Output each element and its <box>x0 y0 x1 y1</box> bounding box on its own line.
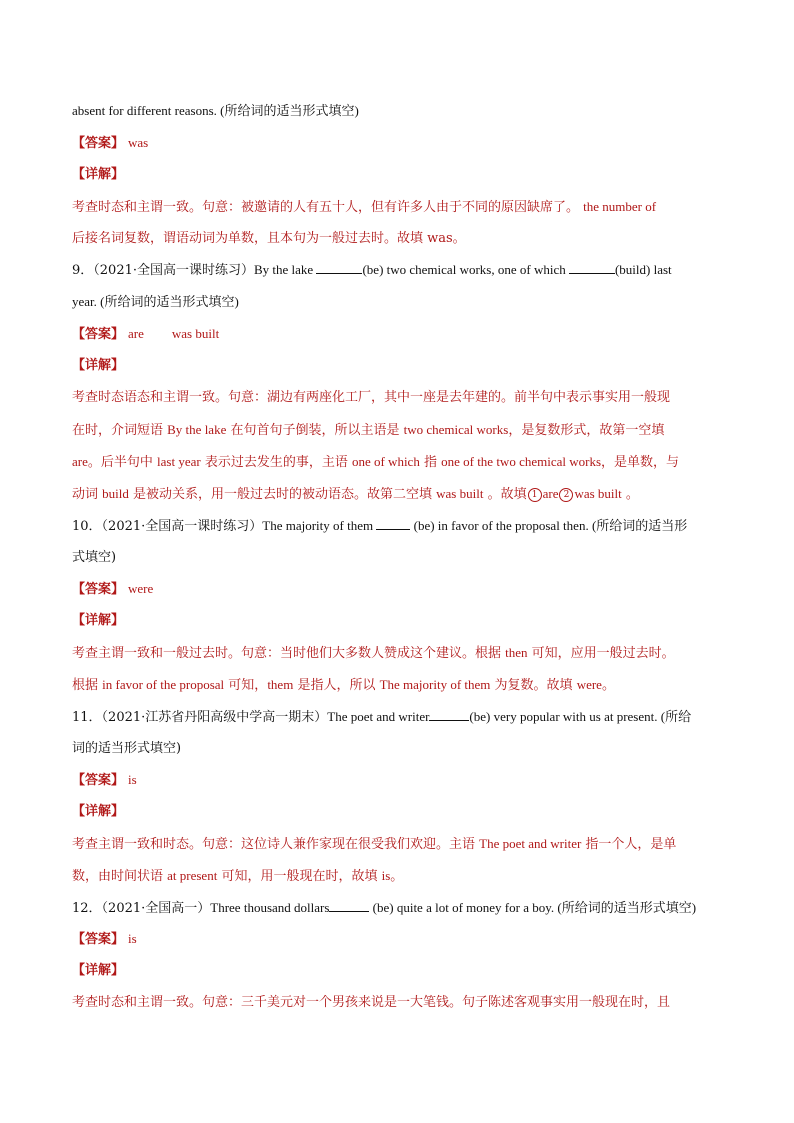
answer-value: was <box>128 135 149 150</box>
explanation-line: 数，由时间状语 at present 可知，用一般现在时，故填 is。 <box>72 868 404 884</box>
explanation-line: 考查时态和主谓一致。句意：被邀请的人有五十人，但有许多人由于不同的原因缺席了。 the number of <box>72 199 657 215</box>
answer-value: was built <box>171 326 220 341</box>
explanation-line: 考查主谓一致和一般过去时。句意：当时他们大多数人赞成这个建议。根据 then 可知，应用一般过去时。 <box>72 645 675 661</box>
detail-label: 【详解】 <box>72 167 125 182</box>
question-number: 10． <box>72 519 102 534</box>
answer-label: 【答案】 <box>72 582 125 597</box>
detail-label: 【详解】 <box>72 358 125 373</box>
explanation-line: are。后半句中 last year 表示过去发生的事，主语 one of which 指 one of the two chemical works，是单数，与 <box>72 454 680 470</box>
detail-label: 【详解】 <box>72 963 125 978</box>
blank <box>376 517 410 530</box>
circled-number: 2 <box>559 488 573 502</box>
explanation-line: 根据 in favor of the proposal 可知，them 是指人，所以 The majority of them 为复数。故填 were。 <box>72 677 615 693</box>
answer-value: is <box>128 772 137 787</box>
question-source: （2021·江苏省丹阳高级中学高一期末） <box>101 710 328 725</box>
question-number: 11． <box>72 710 102 725</box>
answer-row <box>72 929 722 950</box>
question-source: （2021·全国高一） <box>101 901 211 916</box>
blank <box>329 899 369 912</box>
question-source: （2021·全国高一课时练习） <box>101 519 263 534</box>
answer-row <box>72 770 722 791</box>
question-number: 12． <box>72 901 102 916</box>
answer-row <box>72 324 722 345</box>
explanation-line: 考查时态语态和主谓一致。句意：湖边有两座化工厂，其中一座是去年建的。前半句中表示事实用一般现 <box>72 390 671 405</box>
detail-label: 【详解】 <box>72 804 125 819</box>
blank <box>316 261 362 274</box>
question-12: 12．（2021·全国高一）Three thousand dollars (be) quite a lot of money for a boy. (所给词的适当形式填空) <box>72 900 697 916</box>
answer-row <box>72 133 722 154</box>
question-number: 9． <box>72 263 94 278</box>
question-10-cont: 式填空) <box>72 550 117 565</box>
question-11-cont: 词的适当形式填空) <box>72 741 182 756</box>
circled-number: 1 <box>528 488 542 502</box>
blank <box>569 261 615 274</box>
explanation-line: 考查时态和主谓一致。句意：三千美元对一个男孩来说是一大笔钱。句子陈述客观事实用一般现在时，且 <box>72 995 671 1010</box>
answer-label: 【答案】 <box>72 932 125 947</box>
explanation-line: 动词 build 是被动关系，用一般过去时的被动语态。故第二空填 was built 。故填 1 are 2 was built 。 <box>72 486 639 502</box>
question-9: 9．（2021·全国高一课时练习）By the lake (be) two chemical works, one of which (build) last <box>72 262 672 278</box>
answer-label: 【答案】 <box>72 327 125 342</box>
question-11: 11．（2021·江苏省丹阳高级中学高一期末）The poet and writer (be) very popular with us at present. (所给 <box>72 709 692 725</box>
answer-label: 【答案】 <box>72 773 125 788</box>
question-9-cont: year. (所给词的适当形式填空) <box>72 294 239 309</box>
blank <box>429 708 469 721</box>
question-source: （2021·全国高一课时练习） <box>93 263 254 278</box>
question-10: 10．（2021·全国高一课时练习）The majority of them (be) in favor of the proposal then. (所给词的适当形 <box>72 518 688 534</box>
answer-row <box>72 579 722 600</box>
question-continuation: absent for different reasons. (所给词的适当形式填空) <box>72 103 359 118</box>
explanation-line: 后接名词复数，谓语动词为单数，且本句为一般过去时。故填 was。 <box>72 231 466 246</box>
answer-value: were <box>128 581 154 596</box>
detail-label: 【详解】 <box>72 613 125 628</box>
answer-value: are <box>128 326 144 341</box>
answer-label: 【答案】 <box>72 136 125 151</box>
answer-value: is <box>128 931 137 946</box>
explanation-line: 在时，介词短语 By the lake 在句首句子倒装，所以主语是 two chemical works，是复数形式，故第一空填 <box>72 422 665 438</box>
explanation-line: 考查主谓一致和时态。句意：这位诗人兼作家现在很受我们欢迎。主语 The poet and writer 指一个人，是单 <box>72 836 677 852</box>
